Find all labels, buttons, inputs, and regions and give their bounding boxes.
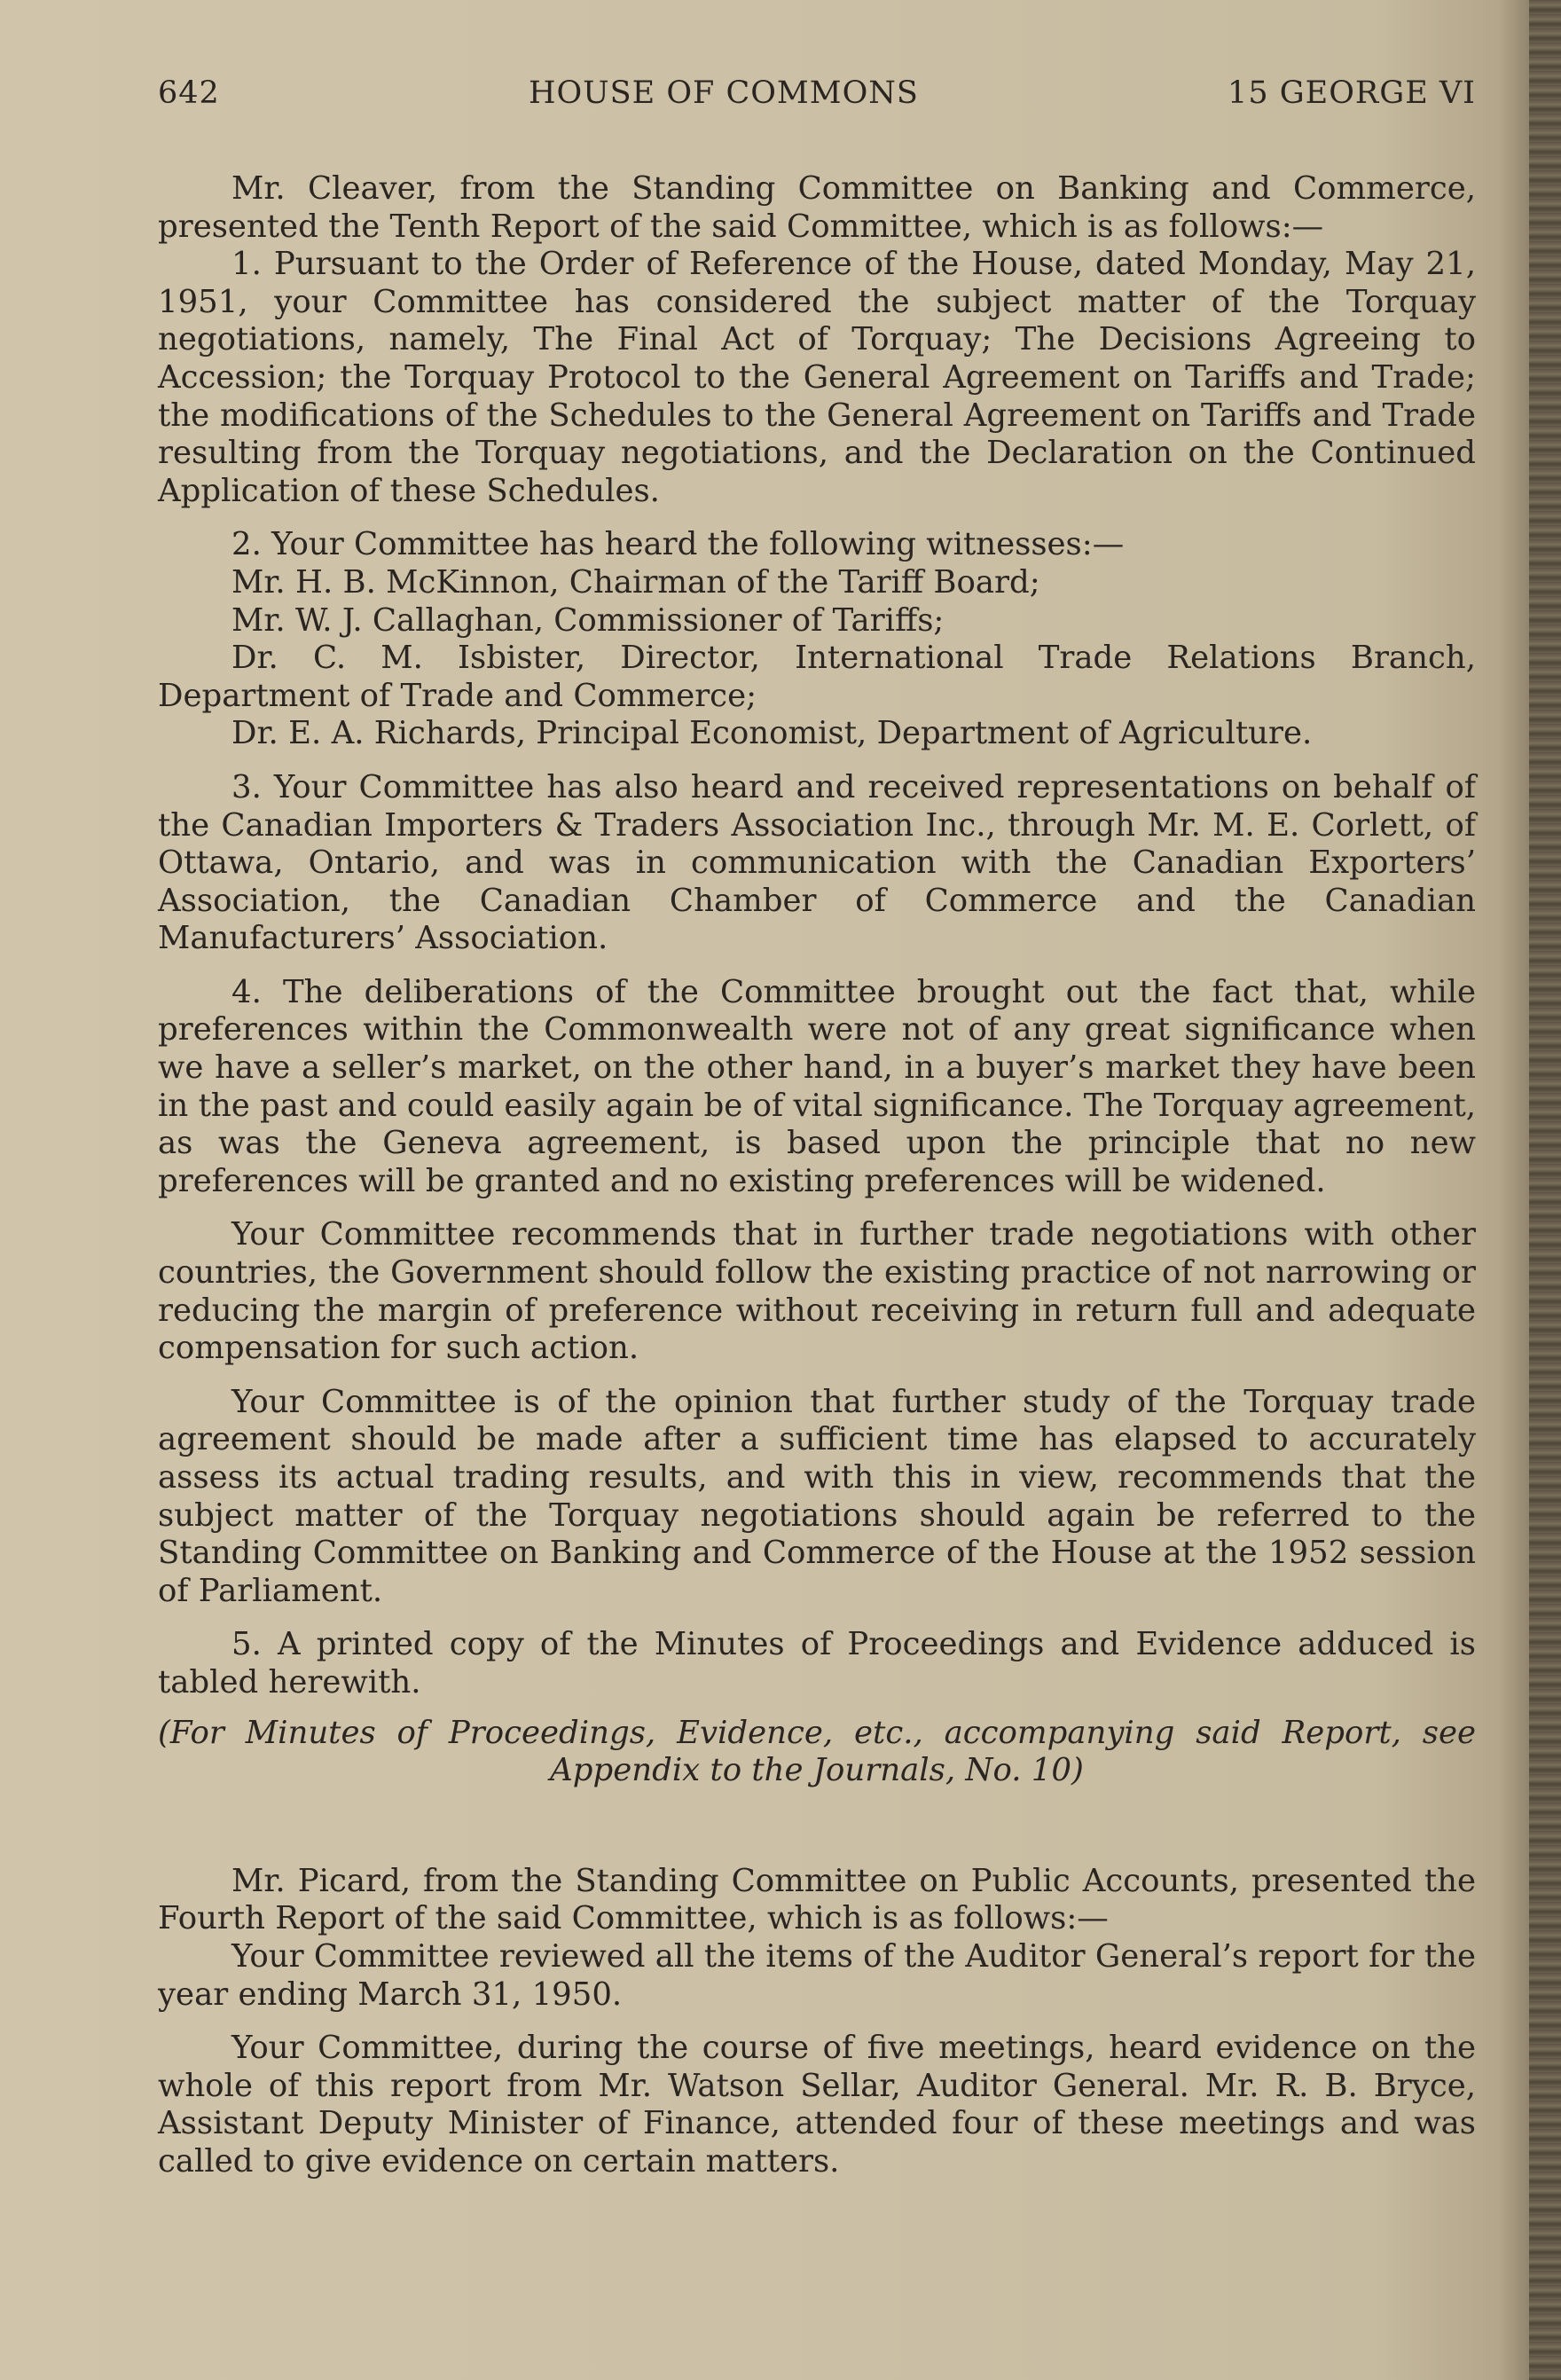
session-label: 15 GEORGE VI [1228,75,1476,111]
report1-para-4: 4. The deliberations of the Committee brought out the fact that, while preferences within the Commonwealth were not of any great significance when we have a seller’s market, on the other hand, in a buyer’s market they have been in the past and could easily again be of vital significance. The Torquay agreement, as was the Geneva agreement, is based upon the principle that no new preferences will be granted and no existing preferences will be widened. [158,973,1476,1199]
page-body [158,170,1476,2197]
report2-intro: Mr. Picard, from the Standing Committee on Public Accounts, presented the Fourth Report of the said Committee, which is as follows:— [158,1862,1476,1937]
report1-para-1: 1. Pursuant to the Order of Reference of the House, dated Monday, May 21, 1951, your Committee has considered the subject matter of the Torquay negotiations, namely, The Final Act of Torquay; The Decisions Agreeing to Accession; the Torquay Protocol to the General Agreement on Tariffs and Trade; the modifications of the Schedules to the General Agreement on Tariffs and Trade resulting from the Torquay negotiations, and the Declaration on the Continued Application of these Schedules. [158,246,1476,509]
page-edge-shadow [1529,0,1561,2380]
witness-item: Mr. W. J. Callaghan, Commissioner of Tariffs; [231,601,945,639]
report1-para-4c: Your Committee is of the opinion that further study of the Torquay trade agreement should be made after a sufficient time has elapsed to accurately assess its actual trading results, and with this in view, recommends that the subject matter of the Torquay negotiations should again be referred to the Standing Committee on Banking and Commerce of the House at the 1952 session of Parliament. [158,1383,1476,1609]
report2-para-2: Your Committee, during the course of five meetings, heard evidence on the whole of this report from Mr. Watson Sellar, Auditor General. Mr. R. B. Bryce, Assistant Deputy Minister of Finance, attended four of these meetings and was called to give evidence on certain matters. [158,2030,1476,2180]
witness-item: Dr. E. A. Richards, Principal Economist, Department of Agriculture. [231,715,1313,752]
witness-item: Mr. H. B. McKinnon, Chairman of the Tariff Board; [231,563,1040,601]
report1-para-3: 3. Your Committee has also heard and received representations on behalf of the Canadian Importers & Traders Association Inc., through Mr. M. E. Corlett, of Ottawa, Ontario, and was in communication with the Canadian Exporters’ Association, the Canadian Chamber of Commerce and the Canadian Manufacturers’ Association. [158,768,1476,957]
report1-para-2: 2. Your Committee has heard the following witnesses:— [231,526,1125,563]
report1-intro: Mr. Cleaver, from the Standing Committee on Banking and Commerce, presented the Tenth Report of the said Committee, which is as follows:— [158,170,1476,245]
appendix-note: (For Minutes of Proceedings, Evidence, etc., accompanying said Report, see Appendix to the Journals, No. 10) [158,1714,1476,1789]
report1-para-5: 5. A printed copy of the Minutes of Proceedings and Evidence adduced is tabled herewith. [158,1626,1476,1701]
running-header [158,75,1476,111]
report2-para-1: Your Committee reviewed all the items of the Auditor General’s report for the year ending March 31, 1950. [158,1937,1476,2013]
witness-item: Dr. C. M. Isbister, Director, International Trade Relations Branch, Department of Trade and Commerce; [158,640,1476,714]
report1-para-4b: Your Committee recommends that in further trade negotiations with other countries, the Government should follow the existing practice of not narrowing or reducing the margin of preference without receiving in return full and adequate compensation for such action. [158,1216,1476,1367]
report2-section [158,1863,1476,2181]
running-title: HOUSE OF COMMONS [528,75,919,111]
page-number: 642 [158,75,220,111]
